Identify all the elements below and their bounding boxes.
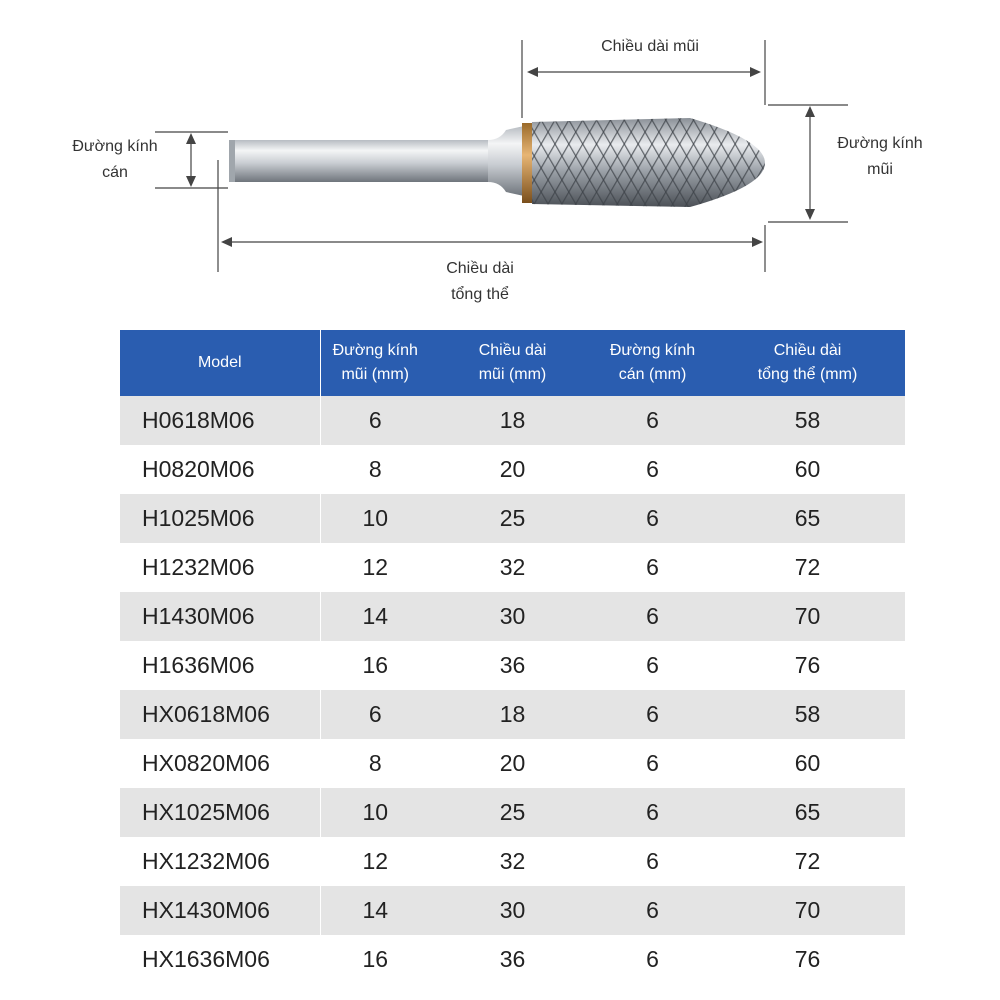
cell-tip-diameter: 14 [320,592,430,641]
cell-tip-length: 36 [430,935,595,984]
cell-overall-length: 70 [710,592,905,641]
cell-overall-length: 60 [710,445,905,494]
cell-model: H1025M06 [120,494,320,543]
cell-tip-length: 20 [430,739,595,788]
cell-tip-length: 32 [430,837,595,886]
burr-cutting-head [500,100,780,230]
cell-tip-length: 20 [430,445,595,494]
cell-tip-diameter: 10 [320,788,430,837]
cell-model: HX1025M06 [120,788,320,837]
cell-model: H1430M06 [120,592,320,641]
cell-model: H0820M06 [120,445,320,494]
cell-tip-diameter: 10 [320,494,430,543]
cell-overall-length: 58 [710,690,905,739]
cell-shank-diameter: 6 [595,543,710,592]
cell-overall-length: 65 [710,788,905,837]
cell-overall-length: 70 [710,886,905,935]
table-row [120,494,905,543]
cell-shank-diameter: 6 [595,494,710,543]
shank-diameter-label: Đường kính cán [72,138,158,181]
cell-shank-diameter: 6 [595,396,710,445]
column-header-shank-diameter [595,330,710,396]
cell-overall-length: 65 [710,494,905,543]
cell-model: H0618M06 [120,396,320,445]
cell-model: H1232M06 [120,543,320,592]
cell-tip-diameter: 8 [320,739,430,788]
table-row [120,788,905,837]
cell-shank-diameter: 6 [595,886,710,935]
cell-shank-diameter: 6 [595,935,710,984]
tip-diameter-label: Đường kính mũi [837,135,923,178]
column-header-line: mũi (mm) [341,366,410,383]
cell-shank-diameter: 6 [595,837,710,886]
cell-overall-length: 72 [710,543,905,592]
cell-tip-length: 18 [430,690,595,739]
table-row [120,935,905,984]
column-header-overall-length [710,330,905,396]
cell-shank-diameter: 6 [595,641,710,690]
tip-length-label: Chiều dài mũi [601,38,699,55]
table-row [120,641,905,690]
cell-tip-length: 32 [430,543,595,592]
column-header-line: mũi (mm) [478,366,547,383]
table-row [120,543,905,592]
cell-tip-diameter: 14 [320,886,430,935]
table-row [120,837,905,886]
cell-tip-diameter: 6 [320,690,430,739]
column-header-line: Chiều dài [478,342,547,359]
cell-model: HX0820M06 [120,739,320,788]
cell-shank-diameter: 6 [595,739,710,788]
cell-tip-length: 30 [430,592,595,641]
cell-tip-diameter: 16 [320,935,430,984]
table-row [120,396,905,445]
table-row [120,445,905,494]
cell-shank-diameter: 6 [595,690,710,739]
cell-tip-length: 25 [430,788,595,837]
cell-tip-diameter: 12 [320,543,430,592]
cell-tip-length: 25 [430,494,595,543]
table-row [120,690,905,739]
table-body [120,396,905,984]
cell-model: HX1232M06 [120,837,320,886]
column-header-line: Chiều dài [773,342,842,359]
cell-shank-diameter: 6 [595,788,710,837]
table-header-row [120,330,905,396]
cell-overall-length: 76 [710,641,905,690]
column-header-line: tổng thể (mm) [757,366,858,383]
table-row [120,739,905,788]
cell-shank-diameter: 6 [595,445,710,494]
spec-table [120,330,905,984]
table-row [120,886,905,935]
cell-overall-length: 60 [710,739,905,788]
cell-overall-length: 58 [710,396,905,445]
column-header-line: cán (mm) [618,366,687,383]
overall-length-label: Chiều dài tổng thể [446,260,514,303]
cell-tip-length: 30 [430,886,595,935]
burr-dimension-diagram [0,0,1000,320]
cell-shank-diameter: 6 [595,592,710,641]
column-header-line: Model [197,354,242,371]
cell-tip-diameter: 12 [320,837,430,886]
table-row [120,592,905,641]
cell-overall-length: 72 [710,837,905,886]
cell-model: HX0618M06 [120,690,320,739]
cell-model: H1636M06 [120,641,320,690]
column-header-tip-diameter [320,330,430,396]
column-header-tip-length [430,330,595,396]
cell-tip-diameter: 6 [320,396,430,445]
cell-tip-diameter: 16 [320,641,430,690]
cell-tip-diameter: 8 [320,445,430,494]
cell-tip-length: 18 [430,396,595,445]
burr-shank [229,126,524,196]
cell-tip-length: 36 [430,641,595,690]
column-header-line: Đường kính [609,342,696,359]
cell-overall-length: 76 [710,935,905,984]
column-header-line: Đường kính [332,342,418,359]
cell-model: HX1430M06 [120,886,320,935]
cell-model: HX1636M06 [120,935,320,984]
column-header-model [120,330,320,396]
